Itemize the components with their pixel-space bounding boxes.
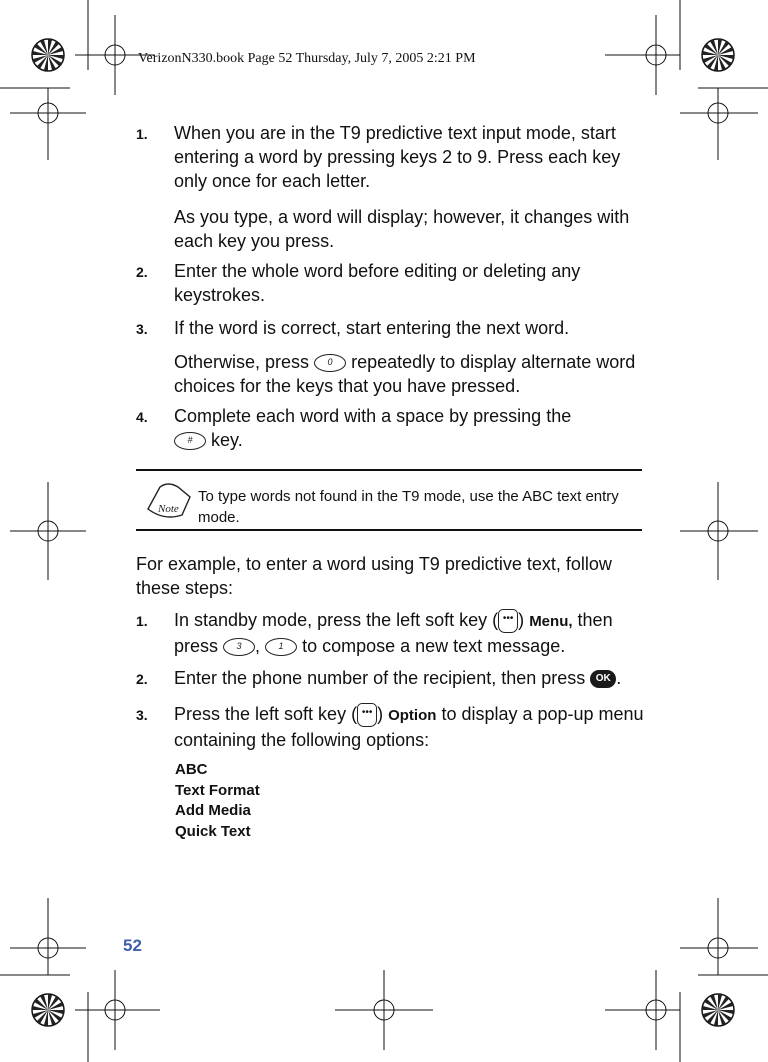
three-key-icon: 3 [223, 638, 255, 656]
star-target-bottom-left [32, 994, 64, 1026]
menu-option: Add Media [175, 802, 251, 819]
crosshair-bottom-right [605, 970, 680, 1050]
para-otherwise-before: Otherwise, press [174, 352, 310, 372]
step-number: 1. [136, 613, 148, 629]
step-number: 3. [136, 321, 148, 337]
crosshair-right-upper [680, 88, 758, 160]
step-text: Enter the whole word before editing or deleting any keystrokes. [174, 261, 581, 305]
step-2 [136, 259, 646, 307]
note-text: To type words not found in the T9 mode, use the ABC text entry mode. [198, 488, 619, 526]
crosshair-left-mid [10, 482, 86, 580]
option-label: Option [388, 707, 437, 724]
step-text-after: key. [211, 430, 243, 450]
step-3 [136, 316, 646, 340]
note-icon [144, 479, 194, 523]
para-otherwise-after: repeatedly to display alternate word choices for the keys that you have pressed. [174, 352, 636, 396]
crosshair-right-mid [680, 482, 758, 580]
step-number: 4. [136, 409, 148, 425]
star-target-top-right [702, 39, 734, 71]
one-key-icon: 1 [265, 638, 297, 656]
crosshair-top-right [605, 15, 680, 95]
hash-key-icon: # [174, 432, 206, 450]
step-text: When you are in the T9 predictive text input mode, start entering a word by pressing keys 2 to 9. Press each key only once for each letter. [174, 123, 621, 191]
crosshair-right-lower [680, 898, 758, 975]
step-1 [136, 121, 646, 193]
para-otherwise [174, 350, 644, 398]
note-icon-label: Note [158, 503, 179, 515]
step-text: In standby mode, press the left soft key ( [174, 610, 499, 630]
step-4 [136, 404, 646, 452]
crosshair-left-upper [10, 88, 86, 160]
step-number: 1. [136, 126, 148, 142]
menu-option: ABC [175, 761, 208, 778]
step-text: ) [518, 610, 525, 630]
book-header-line: VerizonN330.book Page 52 Thursday, July 7, 2005 2:21 PM [138, 51, 476, 66]
step-text: then press [174, 610, 613, 656]
example-step-3 [136, 702, 646, 752]
example-intro: For example, to enter a word using T9 predictive text, follow these steps: [136, 554, 612, 598]
ok-key-icon: OK [590, 670, 616, 688]
step-text: ) [377, 704, 384, 724]
step-text: , [255, 636, 261, 656]
step-number: 2. [136, 671, 148, 687]
star-target-bottom-right [702, 994, 734, 1026]
crosshair-left-lower [10, 898, 86, 975]
step-text: Enter the phone number of the recipient, then press [174, 668, 586, 688]
example-step-1 [136, 608, 646, 658]
crosshair-bottom-center [335, 970, 433, 1050]
menu-label: Menu, [529, 613, 573, 630]
step-text: to display a pop-up menu containing the following options: [174, 704, 644, 750]
step-text-before: Complete each word with a space by pressing the [174, 406, 572, 426]
example-step-2 [136, 666, 646, 690]
para-as-you-type: As you type, a word will display; however, it changes with each key you press. [174, 207, 630, 251]
note-box [136, 469, 642, 531]
star-target-top-left [32, 39, 64, 71]
step-number: 2. [136, 264, 148, 280]
menu-option: Text Format [175, 781, 260, 799]
zero-key-icon: 0 [314, 354, 346, 372]
left-soft-key-icon: ••• [498, 609, 518, 633]
page-number: 52 [123, 936, 142, 955]
step-number: 3. [136, 707, 148, 723]
step-text: Press the left soft key ( [174, 704, 358, 724]
step-text: to compose a new text message. [302, 636, 566, 656]
menu-options-list [175, 760, 260, 842]
step-text: If the word is correct, start entering the next word. [174, 318, 570, 338]
step-text: . [616, 668, 622, 688]
left-soft-key-icon: ••• [357, 703, 377, 727]
menu-option: Quick Text [175, 822, 251, 840]
